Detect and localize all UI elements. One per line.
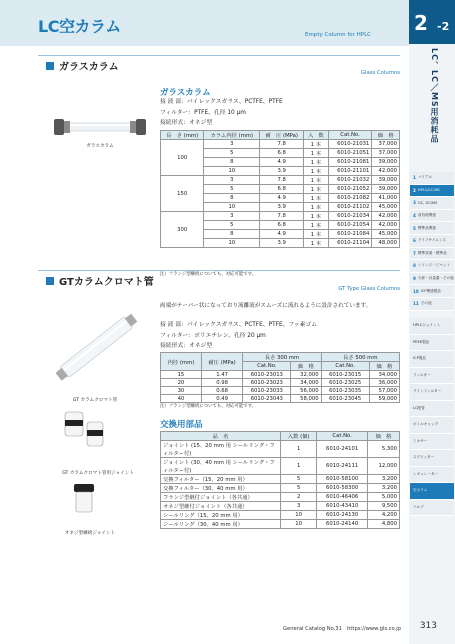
table-cell: 39,000 xyxy=(372,158,400,167)
index-item xyxy=(410,210,454,223)
index-label: 標準品関連 xyxy=(417,225,436,230)
table-cell: 5 xyxy=(281,475,317,484)
table-cell: 6010-23025 xyxy=(321,379,369,387)
table-cell: 2 xyxy=(281,493,317,502)
table-cell: 57,000 xyxy=(369,387,399,395)
section-marker-icon xyxy=(46,277,54,285)
table-cell: 6010-24111 xyxy=(317,458,368,475)
index-number: 9 xyxy=(413,276,416,282)
section-divider xyxy=(38,270,400,271)
table-cell: 6010-21052 xyxy=(328,185,372,194)
table-cell: 41,000 xyxy=(372,194,400,203)
index-number: 11 xyxy=(413,301,419,307)
table-cell: 37,000 xyxy=(372,140,400,149)
table-cell: 3.9 xyxy=(260,203,304,212)
table-cell: 1 xyxy=(281,458,317,475)
table-cell: 6010-21102 xyxy=(328,203,372,212)
table-cell: 30 xyxy=(161,387,202,395)
index-item xyxy=(410,248,454,261)
table-cell: 3,200 xyxy=(367,475,399,484)
table-cell: フランジ型継付ジョイント（各共通） xyxy=(161,493,281,502)
table-cell: 6010-23023 xyxy=(243,379,291,387)
table-row xyxy=(161,371,400,379)
table-row xyxy=(161,493,400,502)
index-label: ICP関連製品 xyxy=(420,288,441,293)
section-marker-icon xyxy=(46,62,54,70)
glass-column-caption: ガラスカラム xyxy=(86,144,114,149)
table-cell: 48,000 xyxy=(372,239,400,248)
length-cell: 100 xyxy=(161,140,204,176)
spec-list xyxy=(160,320,317,352)
table-row xyxy=(161,212,400,221)
table-cell: 1 xyxy=(281,441,317,458)
table-cell: 20 xyxy=(161,379,202,387)
section-title-en: Glass Columns xyxy=(360,70,400,76)
table-cell: 3.9 xyxy=(260,239,304,248)
table-cell: 6010-23035 xyxy=(321,387,369,395)
spec-line: フィルター：PTFE、孔径 10 μm xyxy=(160,109,246,116)
index-label: 前処理関連 xyxy=(417,213,436,218)
table-cell: 10 xyxy=(204,239,260,248)
index-item xyxy=(410,185,454,198)
index-number: 10 xyxy=(413,288,419,294)
oneji-joint-caption: オネジ型継続ジョイント xyxy=(64,531,116,536)
table-cell: 34,000 xyxy=(369,371,399,379)
table-cell: 6010-21081 xyxy=(328,158,372,167)
chapter-subnumber: -2 xyxy=(437,20,450,33)
table-cell: 6.8 xyxy=(260,149,304,158)
subindex-item: HPLCジョイント xyxy=(410,318,454,335)
table-cell: 6010-21104 xyxy=(328,239,372,248)
table-cell: 6010-24130 xyxy=(317,511,368,520)
section-heading-glass xyxy=(46,58,119,73)
table-cell: 交換フィルター（15、20 mm 用） xyxy=(161,475,281,484)
index-label: GC, GC/MS xyxy=(417,200,438,205)
table-cell: 4,200 xyxy=(367,511,399,520)
table-cell: 7.8 xyxy=(260,212,304,221)
gt-joint-caption: GT カラムクロマト管用ジョイント xyxy=(62,471,134,476)
spec-line: 接 液 部：パイレックスガラス、PCTFE、PTFE xyxy=(160,99,283,105)
subindex-item: バルブ xyxy=(410,500,454,517)
table-row xyxy=(161,520,400,529)
section-divider xyxy=(38,55,400,56)
header-cell: 長さ 300 mm xyxy=(243,353,321,362)
table-row xyxy=(161,441,400,458)
table-cell: 6010-58300 xyxy=(317,484,368,493)
header-cell: 長さ 500 mm xyxy=(321,353,399,362)
table-cell: 1 本 xyxy=(304,158,329,167)
index-item xyxy=(410,298,454,311)
table-cell: 6010-23045 xyxy=(321,395,369,403)
table-cell: 0.49 xyxy=(201,395,242,403)
footer-text: General Catalog No.31 https://www.gls.co.jp xyxy=(283,626,401,632)
table-cell: 59,000 xyxy=(369,395,399,403)
index-item xyxy=(410,235,454,248)
table-cell: 3 xyxy=(281,502,317,511)
header-cell: 入数 (個) xyxy=(281,432,317,441)
gt-column-caption: GT カラムクロマト管 xyxy=(72,398,118,403)
table-cell: 6010-23043 xyxy=(243,395,291,403)
header-cell: 入 数 xyxy=(304,131,329,140)
index-number: 7 xyxy=(413,250,416,256)
index-number: 1 xyxy=(413,175,416,181)
table-cell: シールリング（30、40 mm 用） xyxy=(161,520,281,529)
header-cell: 価 格 xyxy=(369,362,399,371)
index-label: HPLC/LC-MS xyxy=(417,188,440,193)
table-cell: 6010-21084 xyxy=(328,230,372,239)
table-cell: 5,000 xyxy=(367,493,399,502)
table-cell: 1 本 xyxy=(304,230,329,239)
chapter-tab xyxy=(409,0,455,44)
header-cell: Cat.No. xyxy=(328,131,372,140)
table-cell: 4.9 xyxy=(260,194,304,203)
index-number: 4 xyxy=(413,213,416,219)
spec-line: 接 液 部：パイレックスガラス、PCTFE、PTFE、フッ素ゴム xyxy=(160,322,318,328)
table-cell: 交換フィルター（30、40 mm 用） xyxy=(161,484,281,493)
parts-table xyxy=(160,431,400,529)
subindex-item: スプリッター xyxy=(410,450,454,467)
index-label: シリンジ・ピペット xyxy=(417,263,451,268)
subindex-item: フィルター xyxy=(410,368,454,385)
page-header xyxy=(0,0,409,46)
table-cell: 1 本 xyxy=(304,212,329,221)
header-cell: Cat.No. xyxy=(321,362,369,371)
index-label: バイアル xyxy=(417,175,433,180)
header-cell: Cat.No. xyxy=(243,362,291,371)
table-header-row xyxy=(161,432,400,441)
table-cell: 6010-21082 xyxy=(328,194,372,203)
length-cell: 300 xyxy=(161,212,204,248)
table-row xyxy=(161,379,400,387)
table-cell: 10 xyxy=(281,511,317,520)
subindex-item: PEEK製品 xyxy=(410,335,454,352)
table-cell: ジョイント (30、40 mm 用 シールリング・フィルター付) xyxy=(161,458,281,475)
table-row xyxy=(161,387,400,395)
table-row xyxy=(161,458,400,475)
table-cell: 6010-43410 xyxy=(317,502,368,511)
table-cell: オネジ型継付ジョイント（各共通） xyxy=(161,502,281,511)
index-number: 3 xyxy=(413,200,416,206)
table-cell: 1 本 xyxy=(304,221,329,230)
table-cell: 4.9 xyxy=(260,158,304,167)
table-cell: 6.8 xyxy=(260,185,304,194)
table-cell: 0.98 xyxy=(201,379,242,387)
table-cell: 34,000 xyxy=(291,379,321,387)
table-cell: 3,200 xyxy=(367,484,399,493)
header-cell: 内径 (mm) xyxy=(161,353,202,371)
table-cell: 37,000 xyxy=(372,149,400,158)
page-number: 313 xyxy=(419,621,437,631)
subindex-item: ラインフィルター xyxy=(410,384,454,401)
index-item xyxy=(410,222,454,235)
table-cell: 58,000 xyxy=(291,395,321,403)
table-cell: 4.9 xyxy=(260,230,304,239)
header-cell: Cat.No. xyxy=(317,432,368,441)
table-row xyxy=(161,484,400,493)
table-cell: 5 xyxy=(204,221,260,230)
index-label: 標準試薬・標準品 xyxy=(417,250,447,255)
table-cell: 45,000 xyxy=(372,230,400,239)
table-cell: 7.8 xyxy=(260,140,304,149)
spec-line: フィルター：ポリエチレン、孔径 20 μm xyxy=(160,332,266,339)
header-cell: 長 さ (mm) xyxy=(161,131,204,140)
table-cell: 3 xyxy=(204,140,260,149)
header-cell: 価 格 xyxy=(372,131,400,140)
table-cell: 15 xyxy=(161,371,202,379)
page-title: LC空カラム xyxy=(38,17,121,36)
oneji-joint-photo xyxy=(60,482,110,518)
index-number: 5 xyxy=(413,225,416,231)
glass-column-table xyxy=(160,130,400,248)
table-cell: 7.8 xyxy=(260,176,304,185)
table-cell: 0.68 xyxy=(201,387,242,395)
table-cell: 4,800 xyxy=(367,520,399,529)
index-number: 6 xyxy=(413,238,416,244)
table-cell: 1.47 xyxy=(201,371,242,379)
table-cell: 6010-23033 xyxy=(243,387,291,395)
table-row xyxy=(161,176,400,185)
gt-joint-photo xyxy=(55,408,115,456)
table-cell: 6010-23015 xyxy=(321,371,369,379)
table-cell: 6010-58100 xyxy=(317,475,368,484)
table-cell: ジョイント (15、20 mm 用 シールリング・フィルター付) xyxy=(161,441,281,458)
section-title: ガラスカラム xyxy=(59,62,119,73)
subsection-title: 交換用部品 xyxy=(160,420,203,430)
table-cell: 6.8 xyxy=(260,221,304,230)
page-subtitle: Empty Column for HPLC xyxy=(305,32,371,38)
table-cell: 5,300 xyxy=(367,441,399,458)
section-intro: 両端がテーパー状になっており流離液がスムーズに流れるように設計されています。 xyxy=(160,303,372,309)
table-row xyxy=(161,140,400,149)
chapter-index-list xyxy=(410,172,454,311)
table-cell: 32,000 xyxy=(291,371,321,379)
header-cell: 耐 圧 (MPa) xyxy=(260,131,304,140)
glass-column-photo xyxy=(50,115,150,139)
table-row xyxy=(161,511,400,520)
index-item xyxy=(410,172,454,185)
table-cell: 1 本 xyxy=(304,140,329,149)
header-cell: 耐圧 (MPa) xyxy=(201,353,242,371)
table-cell: 6010-21032 xyxy=(328,176,372,185)
table-cell: 3 xyxy=(204,176,260,185)
table-cell: 39,000 xyxy=(372,185,400,194)
table-cell: 10 xyxy=(281,520,317,529)
table-cell: 5 xyxy=(204,185,260,194)
table-cell: 42,000 xyxy=(372,167,400,176)
header-cell: 品 名 xyxy=(161,432,281,441)
index-label: ライフサイエンス xyxy=(417,238,446,243)
length-cell: 150 xyxy=(161,176,204,212)
index-item xyxy=(410,197,454,210)
subindex-item: 空カラム xyxy=(410,483,454,500)
table-note: 注）フランジ型継続についても、対応可能です。 xyxy=(160,404,257,409)
table-cell: 10 xyxy=(204,167,260,176)
table-header-row xyxy=(161,131,400,140)
table-cell: 1 本 xyxy=(304,194,329,203)
table-cell: 1 本 xyxy=(304,239,329,248)
table-cell: 39,000 xyxy=(372,176,400,185)
table-cell: 5 xyxy=(204,149,260,158)
subindex-item: LC配管 xyxy=(410,401,454,418)
index-number: 8 xyxy=(413,263,416,269)
subindex-item: レギュレーター xyxy=(410,467,454,484)
index-item xyxy=(410,273,454,286)
header-cell: 価 格 xyxy=(367,432,399,441)
table-cell: 42,000 xyxy=(372,212,400,221)
table-cell: 8 xyxy=(204,194,260,203)
header-cell: カラム内径 (mm) xyxy=(204,131,260,140)
spec-line: 接続形式：オネジ型 xyxy=(160,343,213,349)
table-cell: 5 xyxy=(281,484,317,493)
table-cell: 42,000 xyxy=(372,221,400,230)
table-cell: 1 本 xyxy=(304,185,329,194)
section-title-en: GT Type Glass Columns xyxy=(338,286,400,292)
index-item xyxy=(410,285,454,298)
index-label: その他 xyxy=(420,301,432,306)
table-cell: 9,500 xyxy=(367,502,399,511)
table-note: 注）フランジ型継続についても、対応可能です。 xyxy=(160,272,257,277)
table-cell: 1 本 xyxy=(304,149,329,158)
table-cell: 3.9 xyxy=(260,167,304,176)
chapter-number: 2 xyxy=(414,11,428,35)
table-cell: 6010-21031 xyxy=(328,140,372,149)
table-cell: シールリング（15、20 mm 用） xyxy=(161,511,281,520)
table-header-row xyxy=(161,353,400,362)
header-cell: 価 格 xyxy=(291,362,321,371)
table-row xyxy=(161,475,400,484)
subindex-item: ミキサー xyxy=(410,434,454,451)
subsection-title: ガラスカラム xyxy=(160,88,211,98)
table-cell: 6010-23013 xyxy=(243,371,291,379)
subindex-list xyxy=(410,318,454,516)
spec-line: 接続形式：オネジ型 xyxy=(160,120,213,126)
chapter-vertical-title: LC、LC／MS用消耗品 xyxy=(430,48,439,144)
table-cell: 8 xyxy=(204,230,260,239)
table-row xyxy=(161,395,400,403)
table-cell: 45,000 xyxy=(372,203,400,212)
table-cell: 12,000 xyxy=(367,458,399,475)
section-title: GTカラムクロマト管 xyxy=(59,277,154,288)
table-cell: 6010-21034 xyxy=(328,212,372,221)
table-cell: 10 xyxy=(204,203,260,212)
index-item xyxy=(410,260,454,273)
gt-column-photo xyxy=(47,300,147,396)
table-cell: 3 xyxy=(204,212,260,221)
table-cell: 6010-21101 xyxy=(328,167,372,176)
table-cell: 1 本 xyxy=(304,176,329,185)
table-cell: 6010-46406 xyxy=(317,493,368,502)
table-cell: 6010-21054 xyxy=(328,221,372,230)
spec-list xyxy=(160,97,283,129)
table-cell: 8 xyxy=(204,158,260,167)
index-label: 天秤・計量器・その他 xyxy=(417,276,454,281)
subindex-item: ICP製品 xyxy=(410,351,454,368)
table-cell: 1 本 xyxy=(304,203,329,212)
gt-column-table xyxy=(160,352,400,403)
section-heading-gt xyxy=(46,273,154,288)
table-cell: 56,000 xyxy=(291,387,321,395)
subindex-item: ボトルキャップ xyxy=(410,417,454,434)
table-cell: 6010-21051 xyxy=(328,149,372,158)
table-cell: 36,000 xyxy=(369,379,399,387)
table-cell: 6010-24101 xyxy=(317,441,368,458)
table-cell: 6010-24140 xyxy=(317,520,368,529)
table-row xyxy=(161,502,400,511)
table-cell: 40 xyxy=(161,395,202,403)
index-number: 2 xyxy=(413,187,416,193)
table-cell: 1 本 xyxy=(304,167,329,176)
